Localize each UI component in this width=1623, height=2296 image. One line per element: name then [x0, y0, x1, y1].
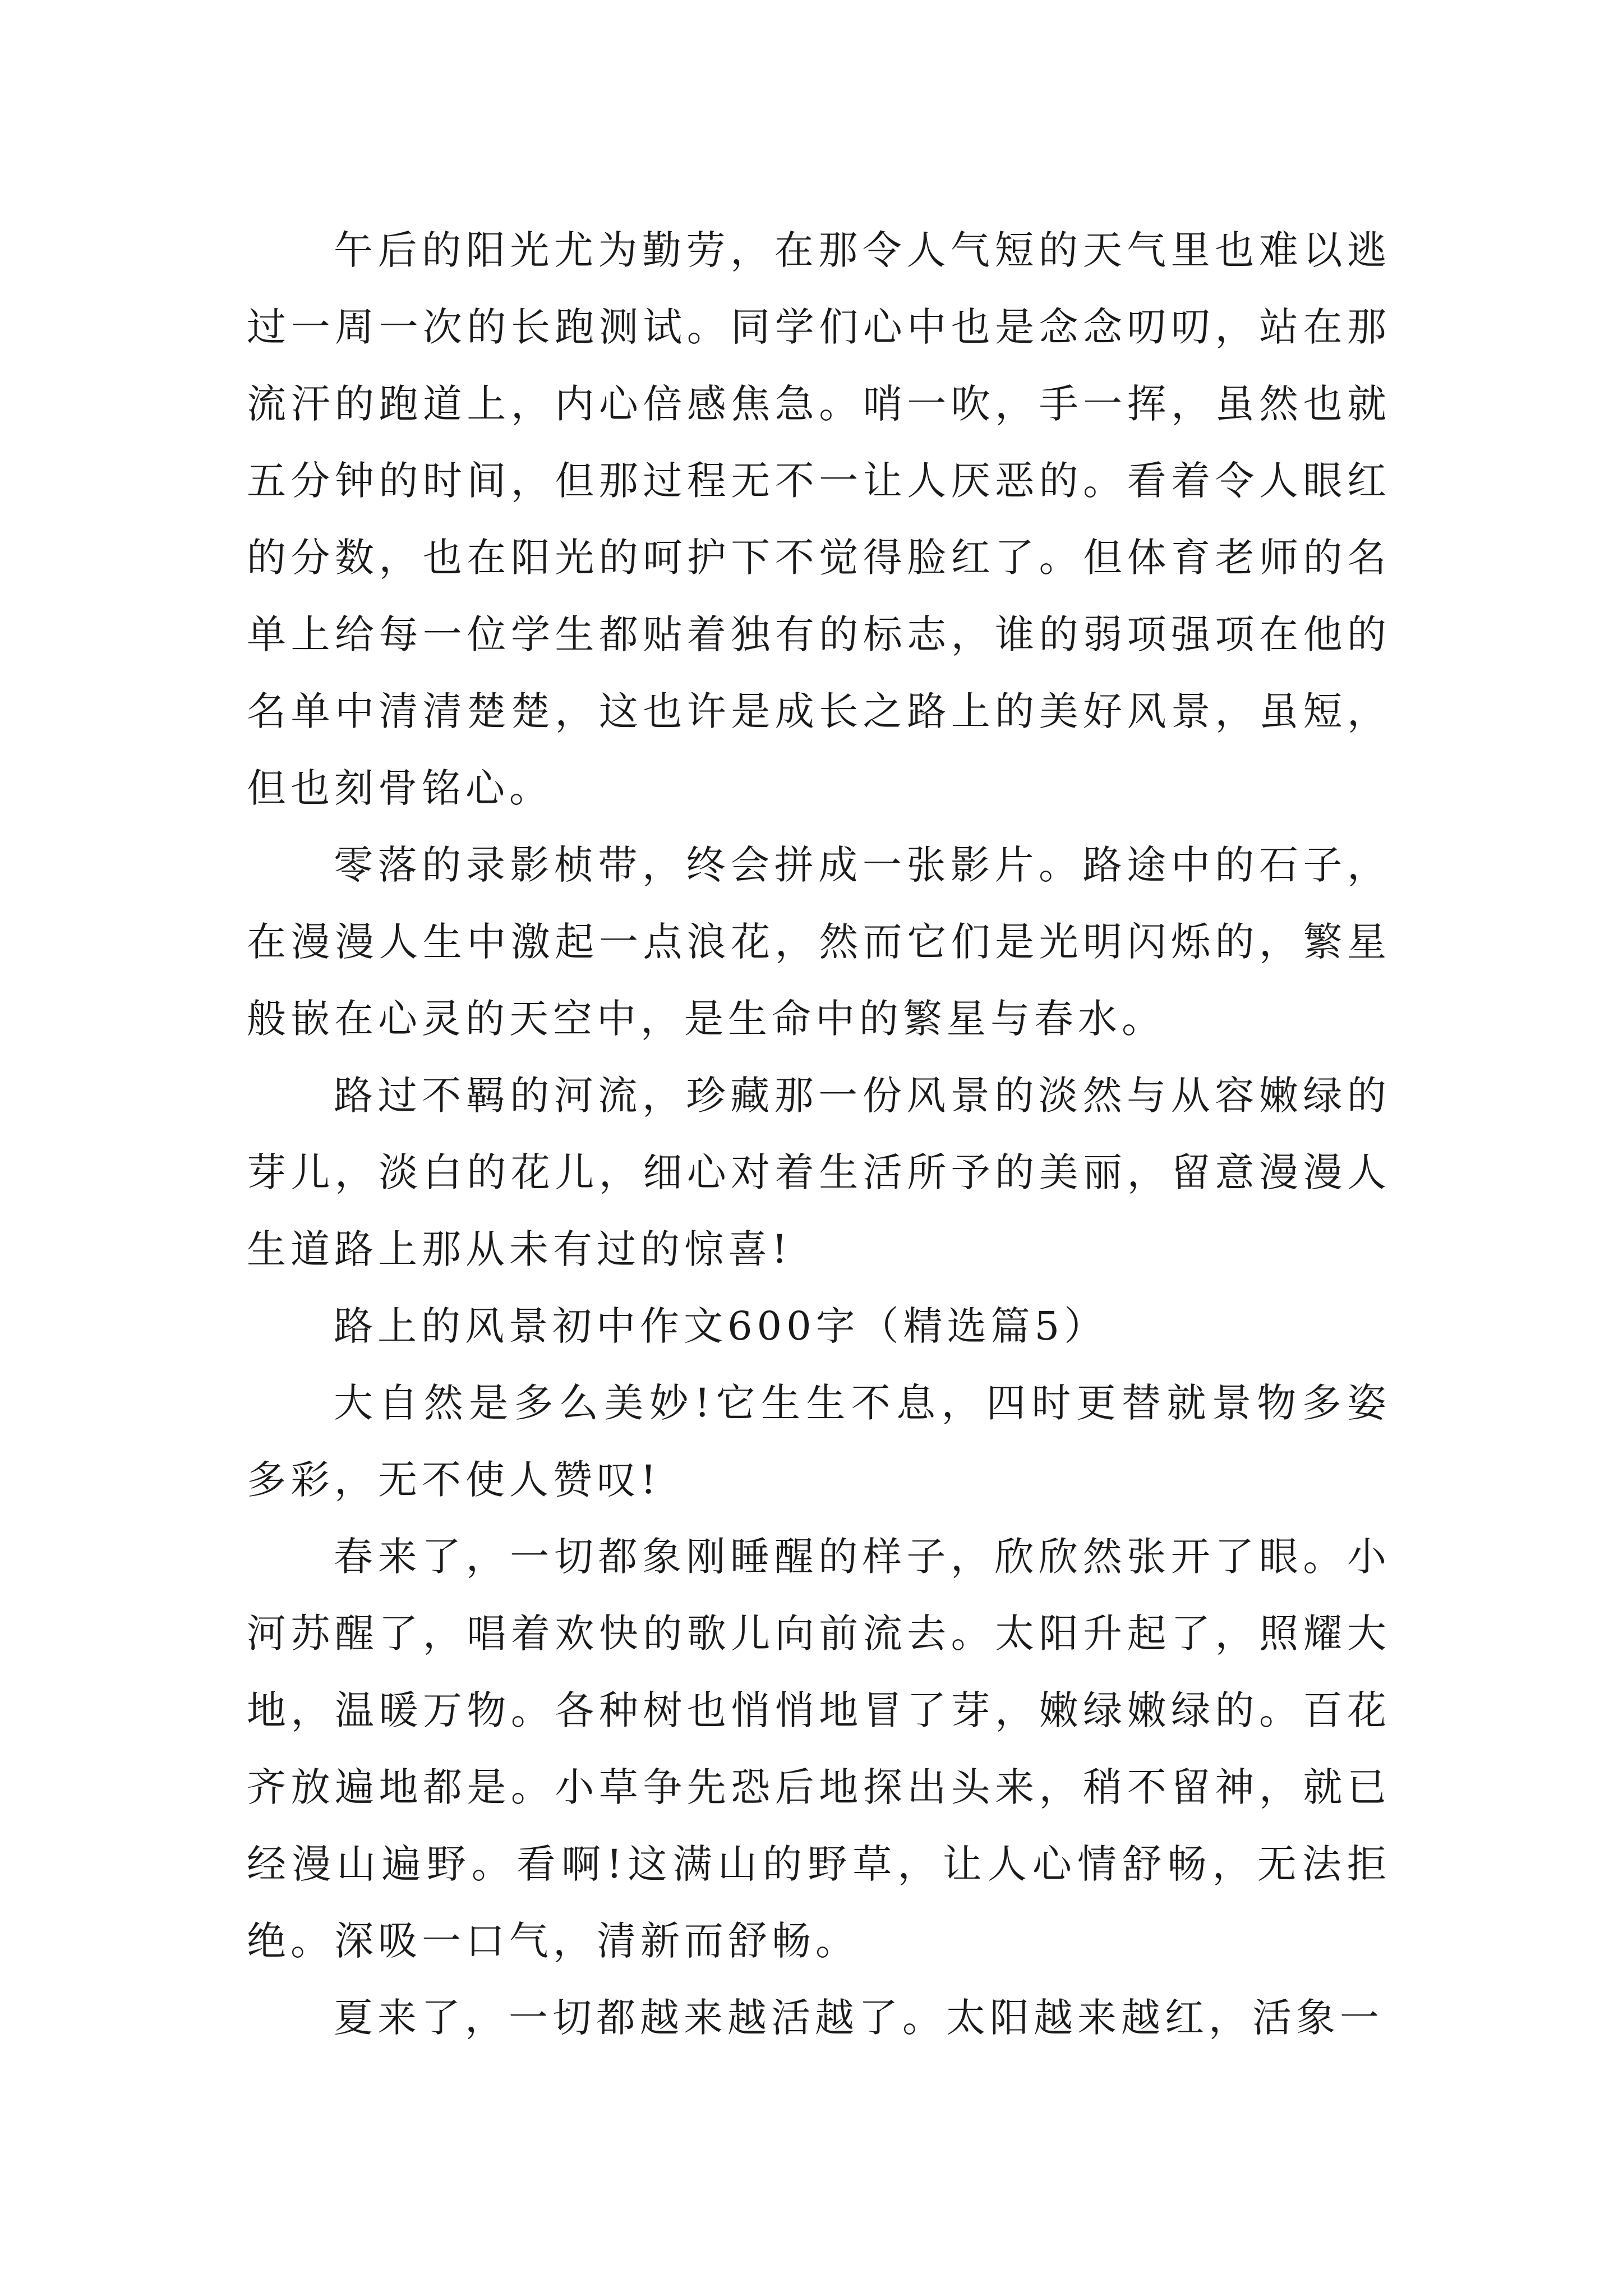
document-body	[247, 212, 1391, 2056]
paragraph-6: 夏来了，一切都越来越活越了。太阳越来越红，活象一	[334, 1995, 1384, 2041]
paragraph-4: 大自然是多么美妙!它生生不息，四时更替就景物多姿多彩，无不使人赞叹!	[247, 1380, 1391, 1503]
section-heading: 路上的风景初中作文600字（精选篇5）	[334, 1303, 1108, 1349]
paragraph-2: 零落的录影桢带，终会拼成一张影片。路途中的石子，在漫漫人生中激起一点浪花，然而它们是光明闪烁的，繁星般嵌在心灵的天空中，是生命中的繁星与春水。	[247, 842, 1391, 1042]
paragraph-5: 春来了，一切都象刚睡醒的样子，欣欣然张开了眼。小河苏醒了，唱着欢快的歌儿向前流去。太阳升起了，照耀大地，温暖万物。各种树也悄悄地冒了芽，嫩绿嫩绿的。百花齐放遍地都是。小草争先恐后地探出头来，稍不留神，就已经漫山遍野。看啊!这满山的野草，让人心情舒畅，无法拒绝。深吸一口气，清新而舒畅。	[247, 1534, 1391, 1964]
paragraph-3: 路过不羁的河流，珍藏那一份风景的淡然与从容嫩绿的芽儿，淡白的花儿，细心对着生活所予的美丽，留意漫漫人生道路上那从未有过的惊喜!	[247, 1073, 1391, 1272]
paragraph-1: 午后的阳光尤为勤劳，在那令人气短的天气里也难以逃过一周一次的长跑测试。同学们心中也是念念叨叨，站在那流汗的跑道上，内心倍感焦急。哨一吹，手一挥，虽然也就五分钟的时间，但那过程无不一让人厌恶的。看着令人眼红的分数，也在阳光的呵护下不觉得脸红了。但体育老师的名单上给每一位学生都贴着独有的标志，谁的弱项强项在他的名单中清清楚楚，这也许是成长之路上的美好风景，虽短，但也刻骨铭心。	[247, 227, 1391, 811]
